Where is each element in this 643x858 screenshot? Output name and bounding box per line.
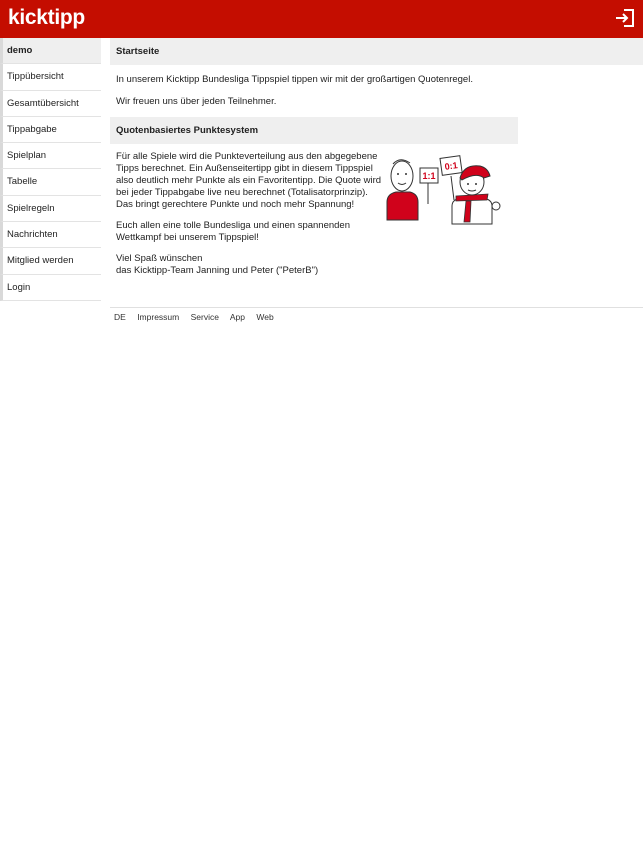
sign-left-score: 1:1: [422, 171, 436, 181]
sidebar-item-login[interactable]: Login: [0, 275, 101, 301]
intro-text: In unserem Kicktipp Bundesliga Tippspiel tippen wir mit der großartigen Quotenregel.: [116, 74, 473, 85]
sidebar-item-spielplan[interactable]: Spielplan: [0, 143, 101, 169]
sidebar-item-demo[interactable]: demo: [0, 38, 101, 64]
main-content: [110, 38, 643, 277]
welcome-text: Wir freuen uns über jeden Teilnehmer.: [116, 96, 277, 107]
top-bar: [0, 0, 643, 38]
sidebar-item-spielregeln[interactable]: Spielregeln: [0, 196, 101, 222]
points-paragraph: [110, 151, 643, 211]
text-line: Für alle Spiele wird die Punkteverteilung aus den abgegebene: [116, 151, 378, 162]
page-title: Startseite: [110, 38, 643, 65]
footer-links: [114, 312, 283, 322]
sidebar-item-tippabgabe[interactable]: Tippabgabe: [0, 117, 101, 143]
sidebar-item-nachrichten[interactable]: Nachrichten: [0, 222, 101, 248]
signature-paragraph: [110, 253, 643, 277]
text-line: also deutlich mehr Punkte als ein Favoritentipp. Die Quote wird: [116, 175, 382, 186]
footer-link-app[interactable]: App: [229, 312, 245, 322]
sidebar-item-tabelle[interactable]: Tabelle: [0, 169, 101, 195]
text-line: Euch allen eine tolle Bundesliga und einen spannenden: [116, 220, 350, 231]
wishes-paragraph: [110, 220, 643, 244]
text-line: Viel Spaß wünschen: [116, 253, 203, 264]
sidebar-item-mitglied-werden[interactable]: Mitglied werden: [0, 248, 101, 274]
text-line: Wettkampf bei unserem Tippspiel!: [116, 232, 259, 243]
text-line: Tipps berechnet. Ein Außenseitertipp gibt in diesem Tippspiel: [116, 163, 373, 174]
text-line: bei jeder Tippabgabe live neu berechnet (Totalisatorprinzip).: [116, 187, 368, 198]
sidebar-item-tippuebersicht[interactable]: Tippübersicht: [0, 64, 101, 90]
text-line: Das bringt gerechtere Punkte und noch mehr Spannung!: [116, 199, 355, 210]
text-line: das Kicktipp-Team Janning und Peter ("PeterB"): [116, 265, 319, 276]
footer-link-language[interactable]: DE: [114, 312, 126, 322]
fans-illustration: [384, 154, 510, 228]
sidebar-item-gesamtuebersicht[interactable]: Gesamtübersicht: [0, 91, 101, 117]
sign-right-score: 0:1: [443, 160, 459, 172]
section-title-points: Quotenbasiertes Punktesystem: [110, 117, 518, 144]
footer-link-service[interactable]: Service: [190, 312, 219, 322]
sidebar-nav: [0, 38, 101, 301]
kicktipp-logo[interactable]: kicktipp: [8, 6, 85, 29]
login-icon[interactable]: [615, 8, 635, 28]
footer-link-web[interactable]: Web: [256, 312, 274, 322]
footer-link-impressum[interactable]: Impressum: [137, 312, 180, 322]
footer-divider: [110, 307, 643, 308]
